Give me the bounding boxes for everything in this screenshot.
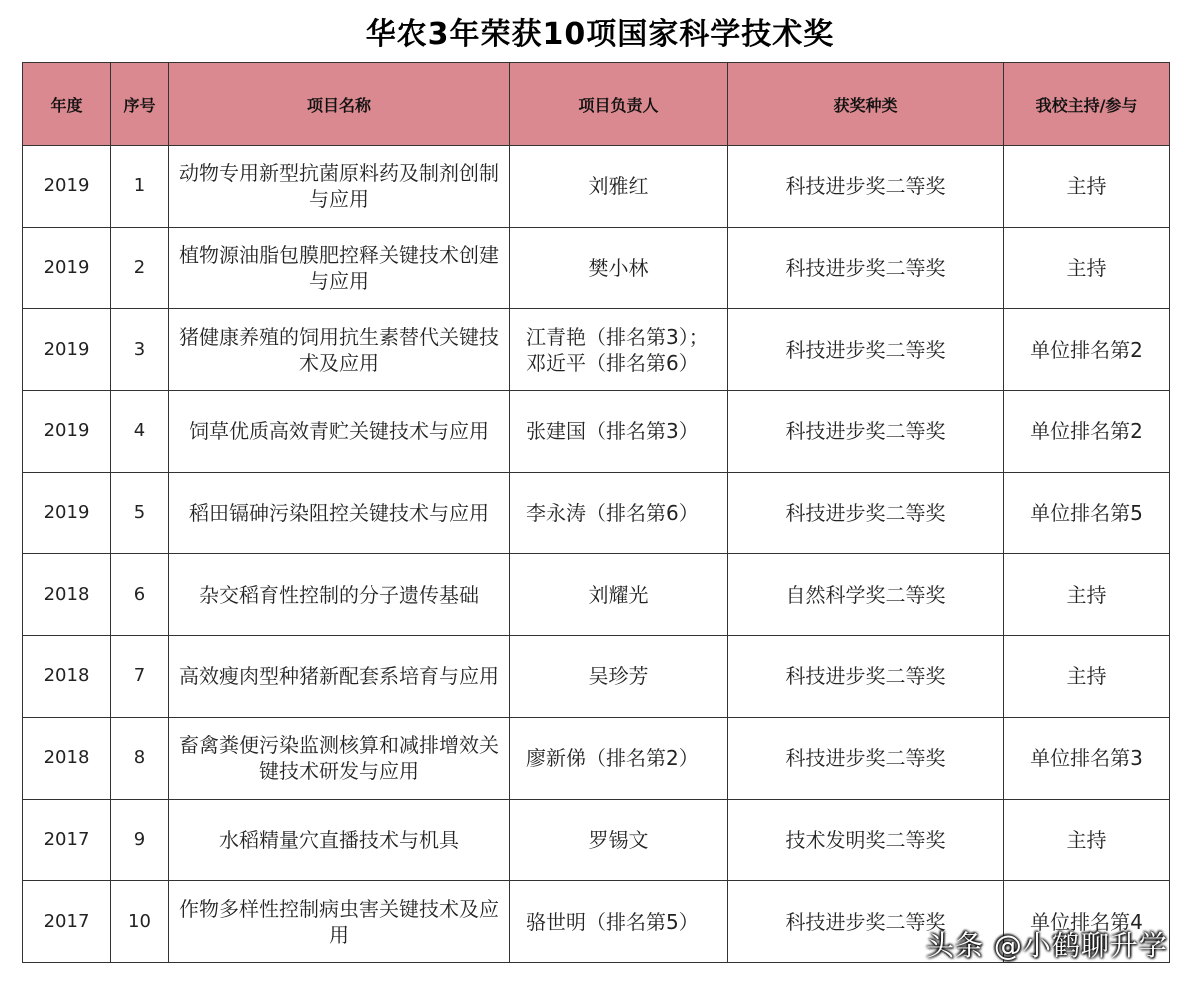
cell-number: 2: [111, 227, 169, 309]
cell-year: 2019: [23, 472, 111, 554]
header-number: 序号: [111, 63, 169, 146]
cell-year: 2019: [23, 146, 111, 228]
header-project-leader: 项目负责人: [510, 63, 728, 146]
cell-project-leader: 罗锡文: [510, 799, 728, 881]
cell-award-type: 技术发明奖二等奖: [728, 799, 1004, 881]
table-row: [23, 146, 1170, 228]
cell-host-role: 单位排名第2: [1004, 309, 1170, 391]
cell-project-leader: 刘耀光: [510, 554, 728, 636]
header-award-type: 获奖种类: [728, 63, 1004, 146]
cell-award-type: 科技进步奖二等奖: [728, 227, 1004, 309]
cell-number: 9: [111, 799, 169, 881]
cell-project-leader: 刘雅红: [510, 146, 728, 228]
cell-number: 4: [111, 391, 169, 473]
cell-project-name: 水稻精量穴直播技术与机具: [169, 799, 510, 881]
cell-host-role: 单位排名第2: [1004, 391, 1170, 473]
cell-host-role: 单位排名第5: [1004, 472, 1170, 554]
cell-project-leader: 张建国（排名第3）: [510, 391, 728, 473]
cell-award-type: 科技进步奖二等奖: [728, 881, 1004, 963]
header-host-role: 我校主持/参与: [1004, 63, 1170, 146]
cell-project-name: 饲草优质高效青贮关键技术与应用: [169, 391, 510, 473]
page-title: 华农3年荣获10项国家科学技术奖: [365, 17, 835, 52]
cell-number: 5: [111, 472, 169, 554]
cell-award-type: 科技进步奖二等奖: [728, 472, 1004, 554]
table-row: [23, 636, 1170, 718]
cell-project-leader: 廖新俤（排名第2）: [510, 717, 728, 799]
cell-project-leader: 吴珍芳: [510, 636, 728, 718]
cell-project-name: 猪健康养殖的饲用抗生素替代关键技术及应用: [169, 309, 510, 391]
cell-project-leader: 樊小林: [510, 227, 728, 309]
cell-project-name: 稻田镉砷污染阻控关键技术与应用: [169, 472, 510, 554]
table-row: [23, 391, 1170, 473]
table-row: [23, 227, 1170, 309]
cell-award-type: 科技进步奖二等奖: [728, 636, 1004, 718]
cell-project-name: 作物多样性控制病虫害关键技术及应用: [169, 881, 510, 963]
cell-year: 2018: [23, 717, 111, 799]
cell-number: 8: [111, 717, 169, 799]
table-header-row: [23, 63, 1170, 146]
table-row: [23, 554, 1170, 636]
cell-host-role: 主持: [1004, 554, 1170, 636]
cell-award-type: 自然科学奖二等奖: [728, 554, 1004, 636]
awards-table: [22, 62, 1170, 963]
table-row: [23, 799, 1170, 881]
header-year: 年度: [23, 63, 111, 146]
cell-project-name: 畜禽粪便污染监测核算和减排增效关键技术研发与应用: [169, 717, 510, 799]
table-row: [23, 717, 1170, 799]
cell-host-role: 主持: [1004, 227, 1170, 309]
cell-host-role: 单位排名第3: [1004, 717, 1170, 799]
cell-year: 2018: [23, 636, 111, 718]
cell-year: 2017: [23, 881, 111, 963]
cell-host-role: 主持: [1004, 146, 1170, 228]
cell-award-type: 科技进步奖二等奖: [728, 717, 1004, 799]
watermark: 头条 @小鹤聊升学: [926, 929, 1168, 962]
cell-award-type: 科技进步奖二等奖: [728, 309, 1004, 391]
header-project-name: 项目名称: [169, 63, 510, 146]
cell-project-name: 植物源油脂包膜肥控释关键技术创建与应用: [169, 227, 510, 309]
table-row: [23, 472, 1170, 554]
cell-host-role: 主持: [1004, 799, 1170, 881]
cell-year: 2019: [23, 391, 111, 473]
cell-number: 6: [111, 554, 169, 636]
cell-project-name: 杂交稻育性控制的分子遗传基础: [169, 554, 510, 636]
cell-award-type: 科技进步奖二等奖: [728, 146, 1004, 228]
cell-year: 2019: [23, 227, 111, 309]
cell-number: 10: [111, 881, 169, 963]
cell-year: 2019: [23, 309, 111, 391]
cell-project-name: 动物专用新型抗菌原料药及制剂创制与应用: [169, 146, 510, 228]
cell-number: 1: [111, 146, 169, 228]
cell-host-role: 单位排名第4: [1004, 881, 1170, 963]
cell-project-leader: 骆世明（排名第5）: [510, 881, 728, 963]
cell-year: 2018: [23, 554, 111, 636]
cell-number: 3: [111, 309, 169, 391]
table-row: [23, 309, 1170, 391]
cell-award-type: 科技进步奖二等奖: [728, 391, 1004, 473]
cell-number: 7: [111, 636, 169, 718]
cell-project-leader: 李永涛（排名第6）: [510, 472, 728, 554]
cell-year: 2017: [23, 799, 111, 881]
cell-project-leader: 江青艳（排名第3）；邓近平（排名第6）: [510, 309, 728, 391]
cell-project-name: 高效瘦肉型种猪新配套系培育与应用: [169, 636, 510, 718]
cell-host-role: 主持: [1004, 636, 1170, 718]
